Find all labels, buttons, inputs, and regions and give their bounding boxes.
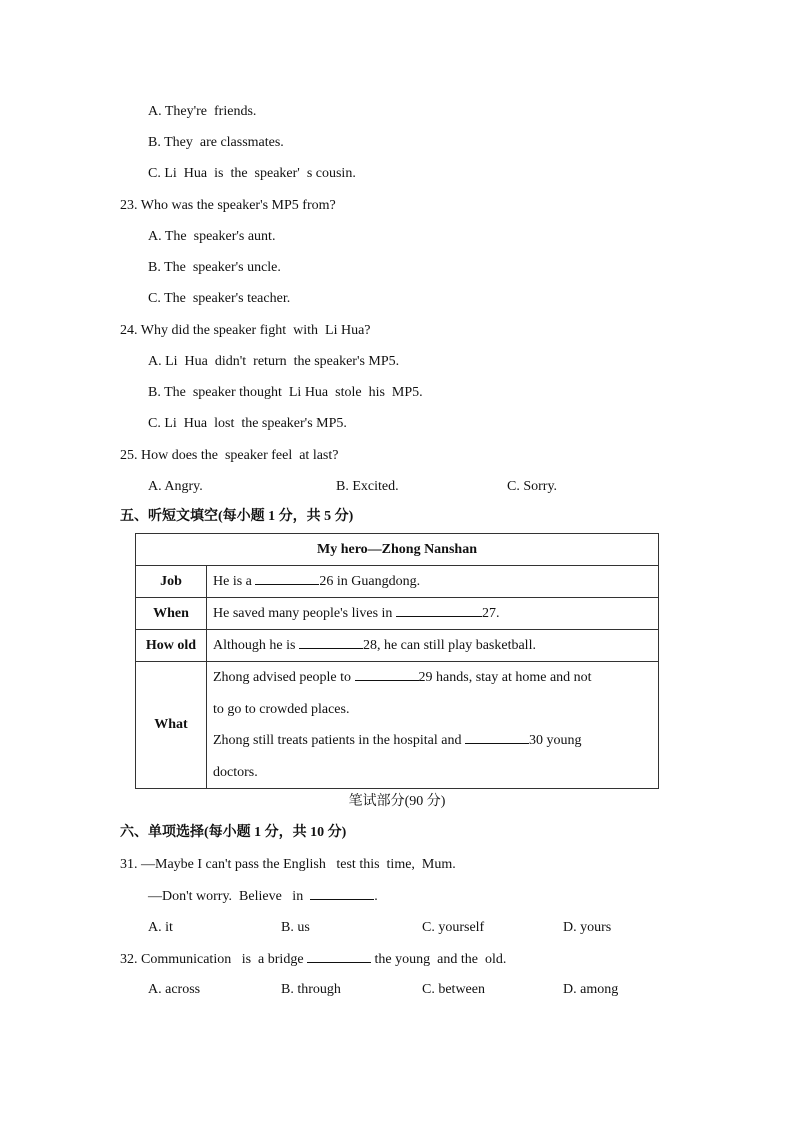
table-title: My hero—Zhong Nanshan <box>136 534 659 566</box>
table-row-what <box>136 662 659 789</box>
text: . <box>374 889 378 904</box>
table-row-how-old <box>136 630 659 662</box>
section-6-title: 六、单项选择(每小题 1 分，共 10 分) <box>120 825 347 840</box>
text: Although he is <box>213 638 299 653</box>
q31-line-2 <box>148 887 378 906</box>
text: doctors. <box>213 764 258 780</box>
text: —Don't worry. Believe in <box>148 889 311 904</box>
q23-option-c: C. The speaker's teacher. <box>148 291 291 306</box>
hero-table <box>135 533 659 789</box>
blank-number: 30 <box>528 733 543 748</box>
blank-line[interactable] <box>307 950 371 963</box>
text: He is a <box>213 574 256 589</box>
q24-option-b: B. The speaker thought Li Hua stole his MP5. <box>148 385 423 400</box>
row-label: Job <box>136 566 207 598</box>
text: to go to crowded places. <box>213 701 350 717</box>
q31-option-c: C. yourself <box>422 920 485 935</box>
q23-option-b: B. The speaker's uncle. <box>148 260 281 275</box>
table-row-when <box>136 598 659 630</box>
q23-option-a: A. The speaker's aunt. <box>148 229 276 244</box>
text: hands, stay at home and not <box>432 670 592 685</box>
table-row-job <box>136 566 659 598</box>
text: in Guangdong. <box>333 574 421 589</box>
q24-option-c: C. Li Hua lost the speaker's MP5. <box>148 416 347 431</box>
q32-option-a: A. across <box>148 982 201 997</box>
blank-line[interactable] <box>310 887 374 900</box>
q31-line-1: 31. —Maybe I can't pass the English test this time, Mum. <box>120 857 456 872</box>
q25-option-b: B. Excited. <box>336 479 399 494</box>
q23-question: 23. Who was the speaker's MP5 from? <box>120 198 336 213</box>
row-content <box>207 598 659 630</box>
text: Zhong advised people to <box>213 670 355 685</box>
text: Zhong still treats patients in the hospital and <box>213 733 465 748</box>
row-content <box>207 566 659 598</box>
blank-number: 27 <box>481 606 496 621</box>
text: the young and the old. <box>371 952 507 967</box>
blank-number: 29 <box>418 670 433 685</box>
written-part-header: 笔试部分(90 分) <box>348 794 446 809</box>
text: 32. Communication is a bridge <box>120 952 308 967</box>
q32-question <box>120 950 506 969</box>
row-label: How old <box>136 630 207 662</box>
q31-option-a: A. it <box>148 920 173 935</box>
text: He saved many people's lives in <box>213 606 396 621</box>
blank-line[interactable] <box>465 731 529 744</box>
row-label: When <box>136 598 207 630</box>
q25-question: 25. How does the speaker feel at last? <box>120 448 339 463</box>
q25-option-a: A. Angry. <box>148 479 203 494</box>
q22-option-a: A. They're friends. <box>148 104 257 119</box>
q31-option-d: D. yours <box>563 920 612 935</box>
text: young <box>542 733 582 748</box>
q25-option-c: C. Sorry. <box>507 479 558 494</box>
q24-question: 24. Why did the speaker fight with Li Hua? <box>120 323 371 338</box>
q22-option-b: B. They are classmates. <box>148 135 284 150</box>
q31-option-b: B. us <box>281 920 310 935</box>
q32-option-d: D. among <box>563 982 619 997</box>
row-label: What <box>136 662 207 789</box>
q22-option-c: C. Li Hua is the speaker' s cousin. <box>148 166 356 181</box>
row-content <box>207 662 659 789</box>
text: , he can still play basketball. <box>376 638 536 653</box>
blank-number: 28 <box>362 638 377 653</box>
q24-option-a: A. Li Hua didn't return the speaker's MP5. <box>148 354 400 369</box>
blank-line[interactable] <box>396 604 482 617</box>
q32-option-b: B. through <box>281 982 341 997</box>
blank-line[interactable] <box>255 572 319 585</box>
blank-line[interactable] <box>355 668 419 681</box>
q32-option-c: C. between <box>422 982 485 997</box>
row-content <box>207 630 659 662</box>
text: . <box>495 606 500 621</box>
blank-line[interactable] <box>299 636 363 649</box>
blank-number: 26 <box>319 574 334 589</box>
section-5-title: 五、听短文填空(每小题 1 分，共 5 分) <box>120 509 354 524</box>
